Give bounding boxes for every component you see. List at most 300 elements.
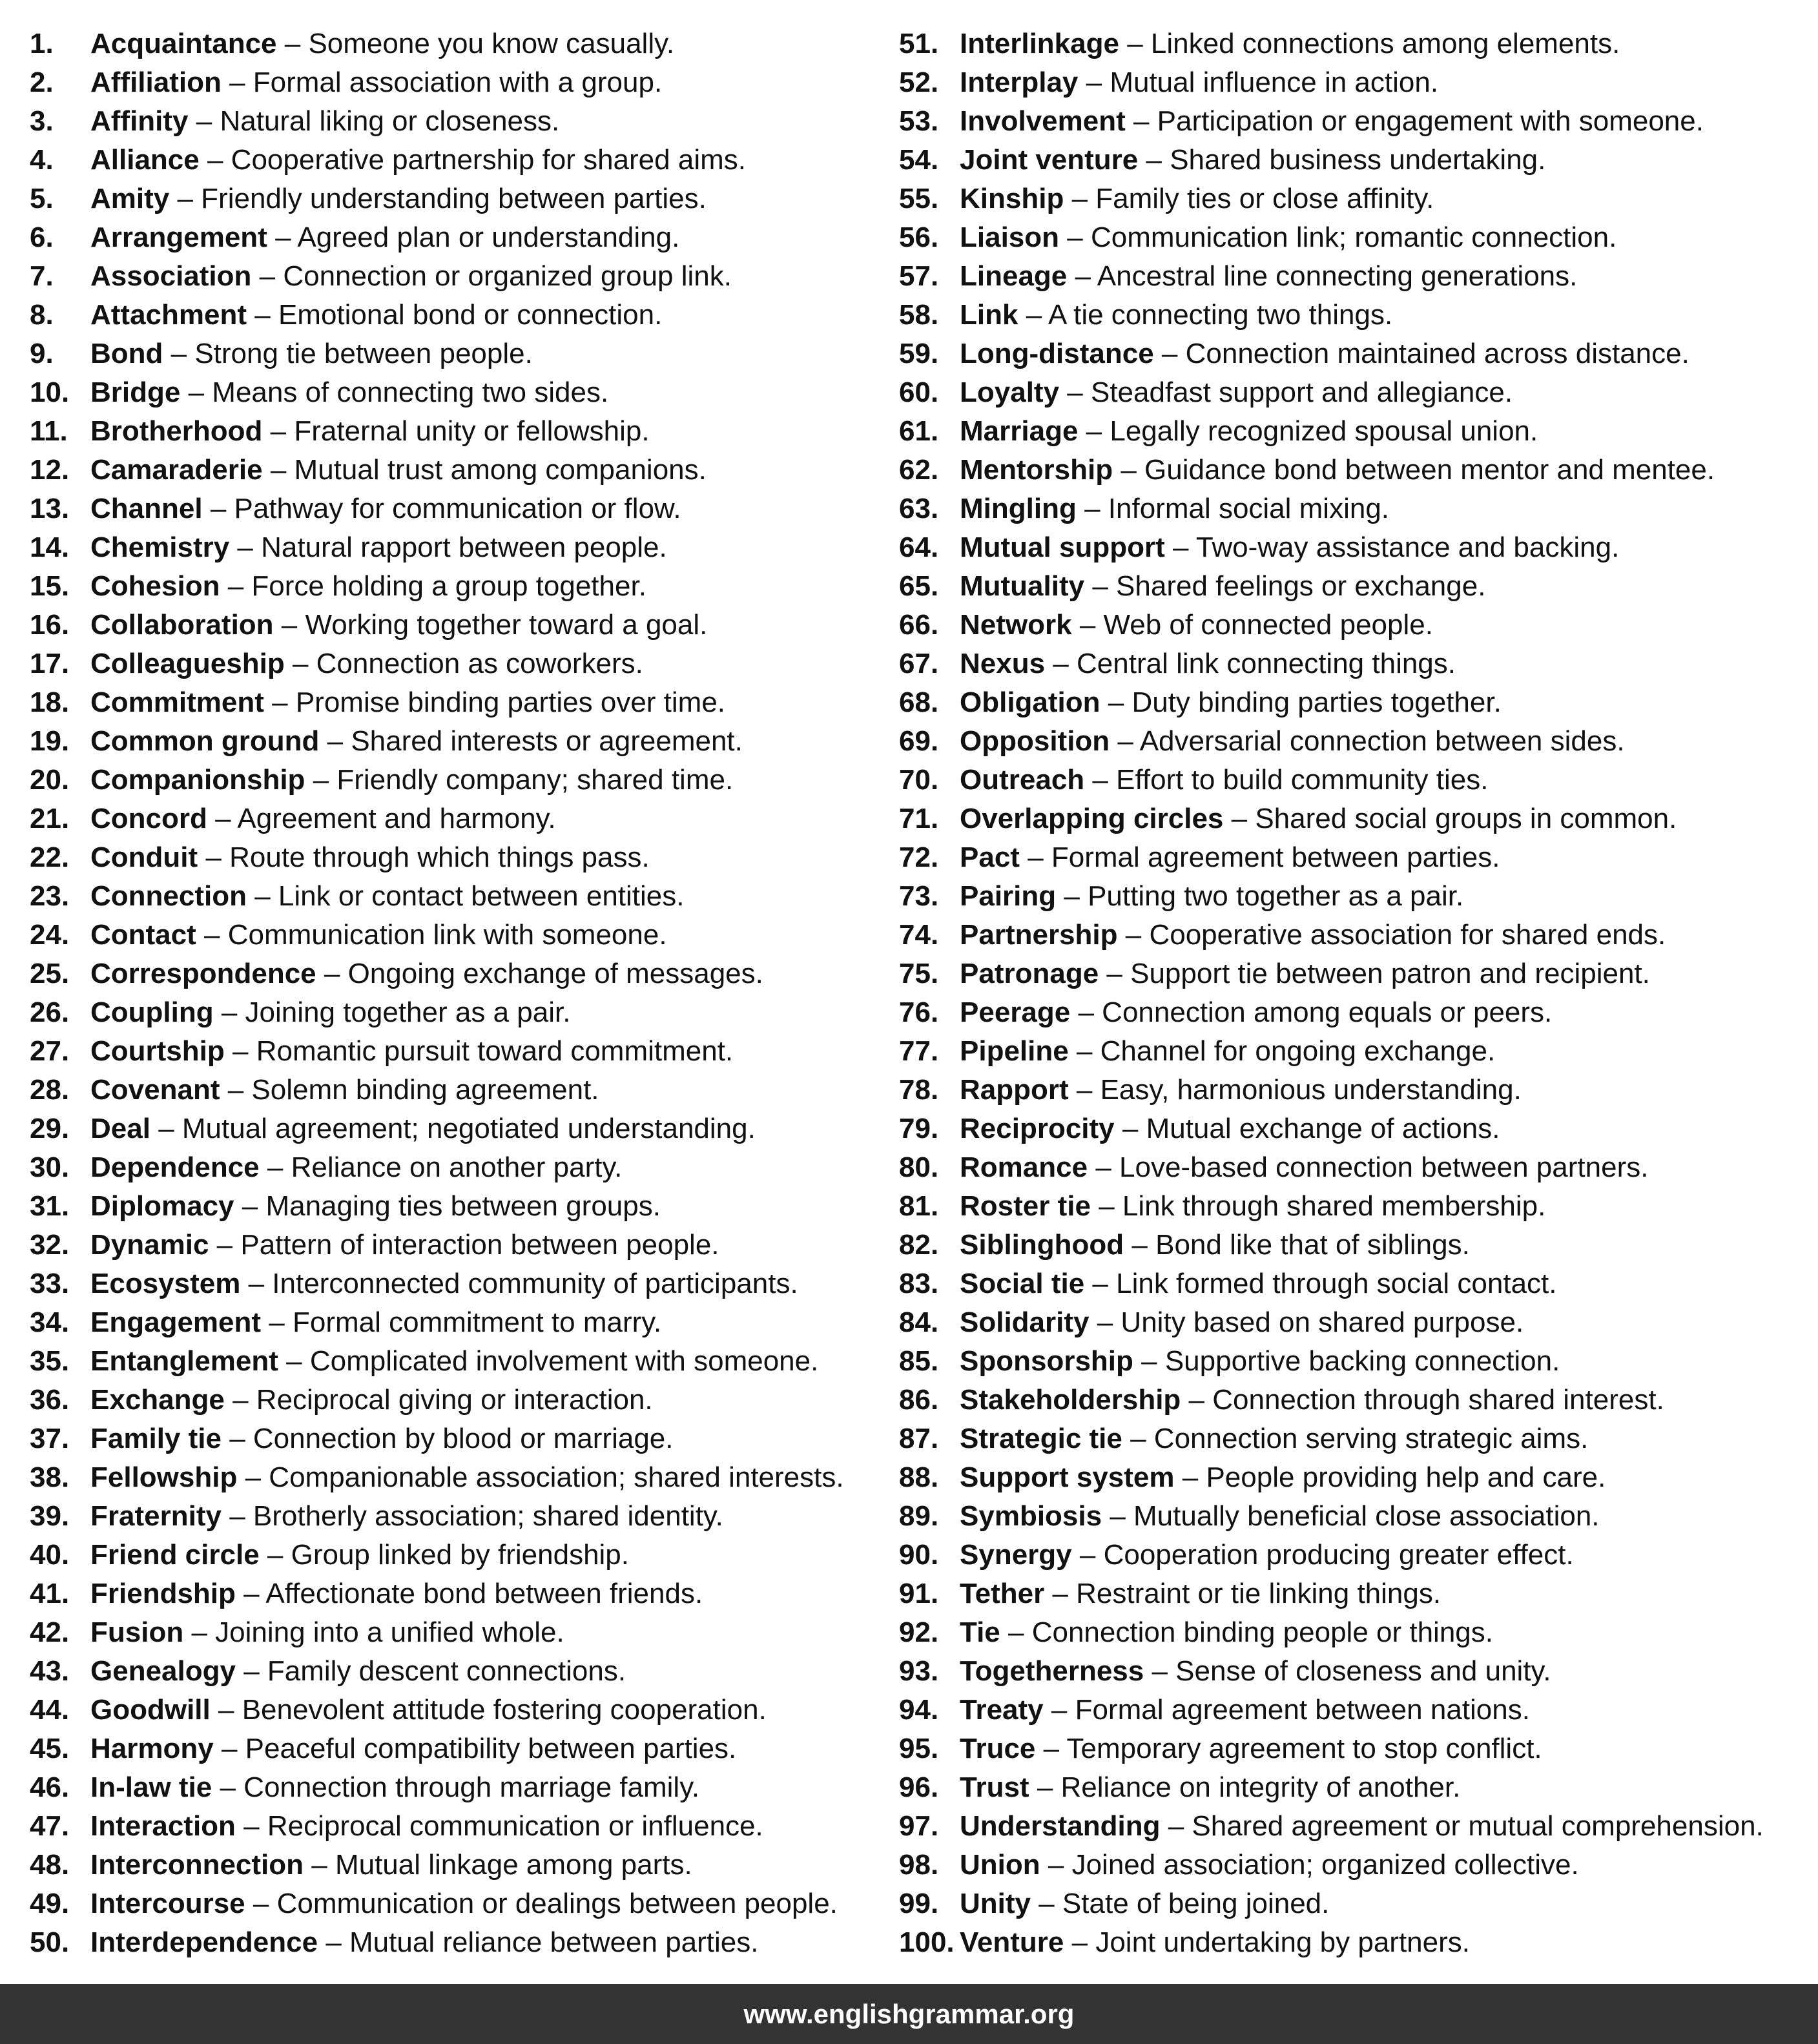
entry-number: 89. (899, 1500, 939, 1532)
entry-number: 30. (30, 1151, 70, 1183)
list-item (30, 955, 882, 993)
entry-definition: – Joining into a unified whole. (191, 1616, 564, 1648)
entry-number: 18. (30, 686, 70, 718)
entry-number: 56. (899, 222, 939, 253)
entry-number: 92. (899, 1616, 939, 1648)
entry-number: 53. (899, 105, 939, 137)
entry-definition: – Affectionate bond between friends. (243, 1578, 703, 1609)
entry-definition: – Formal agreement between nations. (1051, 1694, 1530, 1726)
entry-number: 99. (899, 1888, 939, 1919)
entry-number: 46. (30, 1771, 70, 1803)
entry-number: 59. (899, 338, 939, 369)
entry-term: Harmony (90, 1733, 214, 1764)
entry-number: 70. (899, 764, 939, 796)
list-item (30, 1884, 882, 1923)
entry-number: 35. (30, 1345, 70, 1377)
entry-term: Joint venture (960, 144, 1139, 176)
entry-definition: – Cooperation producing greater effect. (1079, 1539, 1574, 1571)
entry-term: Concord (90, 803, 207, 834)
list-item (30, 102, 882, 141)
entry-definition: – Shared interests or agreement. (327, 725, 743, 757)
entry-number: 54. (899, 144, 939, 176)
entry-definition: – Connection among equals or peers. (1078, 996, 1553, 1028)
entry-number: 52. (899, 67, 939, 98)
entry-number: 78. (899, 1074, 939, 1106)
entry-definition: – Support tie between patron and recipient. (1106, 958, 1650, 989)
entry-term: Collaboration (90, 609, 274, 641)
list-item (30, 606, 882, 645)
entry-term: Courtship (90, 1035, 225, 1067)
entry-definition: – Emotional bond or connection. (254, 299, 663, 331)
entry-definition: – Restraint or tie linking things. (1052, 1578, 1441, 1609)
entry-number: 2. (30, 67, 54, 98)
entry-definition: – Temporary agreement to stop conflict. (1043, 1733, 1542, 1764)
entry-term: Conduit (90, 841, 198, 873)
entry-definition: – Mutual reliance between parties. (325, 1926, 759, 1958)
entry-term: Liaison (960, 222, 1060, 253)
entry-number: 79. (899, 1113, 939, 1144)
entry-definition: – Connection or organized group link. (259, 260, 732, 292)
list-item (899, 63, 1803, 102)
entry-number: 1. (30, 28, 54, 59)
list-item (30, 877, 882, 916)
entry-number: 27. (30, 1035, 70, 1067)
entry-definition: – Central link connecting things. (1053, 648, 1456, 679)
entry-term: Interplay (960, 67, 1079, 98)
entry-definition: – State of being joined. (1038, 1888, 1330, 1919)
list-item (899, 257, 1803, 296)
entry-term: Affiliation (90, 67, 222, 98)
list-item (899, 877, 1803, 916)
entry-number: 38. (30, 1461, 70, 1493)
entry-definition: – Shared business undertaking. (1146, 144, 1546, 176)
entry-number: 13. (30, 493, 70, 524)
entry-definition: – Ancestral line connecting generations. (1075, 260, 1578, 292)
entry-definition: – Channel for ongoing exchange. (1076, 1035, 1496, 1067)
list-item (30, 1768, 882, 1807)
list-item (899, 373, 1803, 412)
entry-definition: – Link or contact between entities. (254, 880, 685, 912)
list-item (30, 645, 882, 683)
list-item (30, 1729, 882, 1768)
list-item (899, 645, 1803, 683)
list-item (899, 567, 1803, 606)
list-item (30, 180, 882, 218)
entry-definition: – Formal commitment to marry. (269, 1306, 662, 1338)
entry-definition: – Connection through marriage family. (220, 1771, 700, 1803)
list-item (30, 1071, 882, 1110)
entry-term: Symbiosis (960, 1500, 1102, 1532)
entry-term: Commitment (90, 686, 264, 718)
entry-definition: – Pathway for communication or flow. (210, 493, 681, 524)
entry-definition: – Cooperative partnership for shared aims. (207, 144, 746, 176)
entry-term: Support system (960, 1461, 1175, 1493)
entry-definition: – Web of connected people. (1079, 609, 1433, 641)
entry-term: Togetherness (960, 1655, 1144, 1687)
list-item (30, 800, 882, 838)
entry-definition: – Mutual influence in action. (1086, 67, 1439, 98)
list-item (899, 1768, 1803, 1807)
list-item (30, 838, 882, 877)
list-item (30, 218, 882, 257)
entry-number: 32. (30, 1229, 70, 1261)
list-item (30, 1807, 882, 1846)
entry-definition: – Group linked by friendship. (267, 1539, 630, 1571)
entry-term: Coupling (90, 996, 214, 1028)
entry-number: 26. (30, 996, 70, 1028)
entry-term: Entanglement (90, 1345, 278, 1377)
entry-term: Family tie (90, 1423, 222, 1454)
entry-number: 76. (899, 996, 939, 1028)
entry-term: Interconnection (90, 1849, 304, 1881)
list-item (899, 1884, 1803, 1923)
entry-definition: – Friendly understanding between parties. (177, 183, 707, 214)
footer-bar (0, 1984, 1818, 2044)
entry-definition: – Brotherly association; shared identity. (229, 1500, 723, 1532)
entry-term: Trust (960, 1771, 1029, 1803)
entry-term: Peerage (960, 996, 1071, 1028)
entry-definition: – Means of connecting two sides. (188, 377, 609, 408)
entry-definition: – Connection by blood or marriage. (229, 1423, 674, 1454)
list-item (899, 838, 1803, 877)
entry-term: Long-distance (960, 338, 1154, 369)
word-list-left-column (30, 25, 882, 1962)
entry-number: 67. (899, 648, 939, 679)
list-item (899, 1923, 1803, 1962)
entry-definition: – Managing ties between groups. (242, 1190, 661, 1222)
list-item (899, 528, 1803, 567)
entry-term: Interdependence (90, 1926, 318, 1958)
entry-definition: – Sense of closeness and unity. (1152, 1655, 1551, 1687)
entry-number: 84. (899, 1306, 939, 1338)
entry-term: Treaty (960, 1694, 1044, 1726)
entry-definition: – Friendly company; shared time. (313, 764, 734, 796)
list-item (30, 761, 882, 800)
entry-number: 3. (30, 105, 54, 137)
entry-term: Reciprocity (960, 1113, 1115, 1144)
entry-number: 19. (30, 725, 70, 757)
entry-term: Bond (90, 338, 163, 369)
entry-definition: – Adversarial connection between sides. (1117, 725, 1625, 757)
entry-term: Nexus (960, 648, 1046, 679)
entry-term: Venture (960, 1926, 1064, 1958)
entry-definition: – Mutual agreement; negotiated understanding. (158, 1113, 756, 1144)
list-item (899, 1110, 1803, 1148)
entry-number: 15. (30, 570, 70, 602)
entry-number: 50. (30, 1926, 70, 1958)
list-item (899, 1342, 1803, 1381)
list-item (30, 567, 882, 606)
entry-definition: – Formal association with a group. (229, 67, 663, 98)
entry-definition: – Romantic pursuit toward commitment. (232, 1035, 734, 1067)
list-item (899, 1807, 1803, 1846)
list-item (899, 490, 1803, 528)
entry-number: 87. (899, 1423, 939, 1454)
entry-definition: – Strong tie between people. (170, 338, 533, 369)
entry-definition: – Love-based connection between partners. (1095, 1151, 1649, 1183)
entry-definition: – People providing help and care. (1182, 1461, 1606, 1493)
list-item (30, 1148, 882, 1187)
entry-term: Stakeholdership (960, 1384, 1181, 1416)
list-item (899, 25, 1803, 63)
list-item (899, 1419, 1803, 1458)
entry-number: 100. (899, 1926, 955, 1958)
entry-definition: – Working together toward a goal. (281, 609, 708, 641)
entry-number: 33. (30, 1268, 70, 1299)
entry-definition: – Pattern of interaction between people. (216, 1229, 719, 1261)
entry-term: Amity (90, 183, 170, 214)
entry-term: Mutuality (960, 570, 1085, 602)
list-item (899, 218, 1803, 257)
list-item (30, 490, 882, 528)
entry-term: Arrangement (90, 222, 267, 253)
list-item (30, 916, 882, 955)
entry-number: 9. (30, 338, 54, 369)
entry-number: 61. (899, 415, 939, 447)
list-item (899, 761, 1803, 800)
entry-term: Tie (960, 1616, 1000, 1648)
word-list-right-column (899, 25, 1803, 1962)
entry-term: Deal (90, 1113, 150, 1144)
list-item (899, 916, 1803, 955)
entry-definition: – Reciprocal giving or interaction. (232, 1384, 653, 1416)
entry-definition: – Two-way assistance and backing. (1172, 532, 1620, 563)
entry-number: 40. (30, 1539, 70, 1571)
entry-definition: – Unity based on shared purpose. (1097, 1306, 1524, 1338)
entry-number: 47. (30, 1810, 70, 1842)
entry-number: 72. (899, 841, 939, 873)
entry-term: Companionship (90, 764, 305, 796)
entry-term: Acquaintance (90, 28, 277, 59)
entry-definition: – Natural liking or closeness. (196, 105, 560, 137)
entry-term: Siblinghood (960, 1229, 1124, 1261)
entry-term: Mentorship (960, 454, 1113, 486)
list-item (30, 257, 882, 296)
entry-number: 16. (30, 609, 70, 641)
entry-definition: – Communication link with someone. (204, 919, 667, 951)
entry-number: 55. (899, 183, 939, 214)
list-item (30, 1342, 882, 1381)
entry-definition: – Family descent connections. (243, 1655, 626, 1687)
entry-term: Involvement (960, 105, 1126, 137)
list-item (899, 1032, 1803, 1071)
entry-term: Kinship (960, 183, 1064, 214)
entry-definition: – Agreement and harmony. (215, 803, 556, 834)
list-item (899, 722, 1803, 761)
entry-definition: – Participation or engagement with someone. (1133, 105, 1704, 137)
entry-number: 94. (899, 1694, 939, 1726)
list-item (899, 993, 1803, 1032)
entry-number: 74. (899, 919, 939, 951)
entry-definition: – Interconnected community of participants. (248, 1268, 798, 1299)
entry-term: Social tie (960, 1268, 1085, 1299)
entry-definition: – Mutual linkage among parts. (311, 1849, 692, 1881)
entry-number: 21. (30, 803, 70, 834)
list-item (30, 335, 882, 373)
entry-term: Goodwill (90, 1694, 211, 1726)
entry-number: 11. (30, 415, 68, 447)
entry-definition: – Joined association; organized collective. (1048, 1849, 1579, 1881)
entry-term: Genealogy (90, 1655, 236, 1687)
entry-definition: – Mutual exchange of actions. (1122, 1113, 1500, 1144)
entry-term: Ecosystem (90, 1268, 241, 1299)
entry-number: 42. (30, 1616, 70, 1648)
entry-term: Friendship (90, 1578, 236, 1609)
entry-term: Chemistry (90, 532, 230, 563)
entry-number: 58. (899, 299, 939, 331)
entry-definition: – Effort to build community ties. (1092, 764, 1489, 796)
entry-term: Fraternity (90, 1500, 222, 1532)
entry-term: Channel (90, 493, 203, 524)
entry-term: Tether (960, 1578, 1045, 1609)
entry-definition: – Someone you know casually. (284, 28, 675, 59)
entry-definition: – Connection serving strategic aims. (1130, 1423, 1589, 1454)
entry-number: 77. (899, 1035, 939, 1067)
entry-term: Mingling (960, 493, 1077, 524)
list-item (30, 1458, 882, 1497)
entry-number: 83. (899, 1268, 939, 1299)
list-item (899, 955, 1803, 993)
entry-term: Fellowship (90, 1461, 238, 1493)
entry-number: 63. (899, 493, 939, 524)
entry-definition: – Shared feelings or exchange. (1092, 570, 1486, 602)
entry-number: 48. (30, 1849, 70, 1881)
entry-number: 23. (30, 880, 70, 912)
list-item (30, 1032, 882, 1071)
entry-number: 91. (899, 1578, 939, 1609)
entry-number: 4. (30, 144, 54, 176)
entry-definition: – Putting two together as a pair. (1064, 880, 1464, 912)
list-item (30, 1303, 882, 1342)
entry-number: 73. (899, 880, 939, 912)
entry-number: 31. (30, 1190, 70, 1222)
entry-term: Brotherhood (90, 415, 263, 447)
entry-term: Contact (90, 919, 196, 951)
entry-definition: – Reliance on integrity of another. (1037, 1771, 1461, 1803)
entry-definition: – Connection as coworkers. (292, 648, 643, 679)
entry-term: Roster tie (960, 1190, 1091, 1222)
entry-number: 24. (30, 919, 70, 951)
entry-term: Solidarity (960, 1306, 1090, 1338)
list-item (899, 683, 1803, 722)
entry-definition: – Benevolent attitude fostering cooperation. (218, 1694, 767, 1726)
list-item (899, 296, 1803, 335)
list-item (899, 1613, 1803, 1652)
entry-number: 88. (899, 1461, 939, 1493)
entry-term: Union (960, 1849, 1040, 1881)
entry-number: 7. (30, 260, 54, 292)
entry-term: Rapport (960, 1074, 1069, 1106)
entry-number: 49. (30, 1888, 70, 1919)
entry-term: Dynamic (90, 1229, 209, 1261)
entry-definition: – Reliance on another party. (267, 1151, 623, 1183)
entry-definition: – Guidance bond between mentor and mentee. (1121, 454, 1715, 486)
entry-term: Unity (960, 1888, 1031, 1919)
entry-definition: – Connection through shared interest. (1188, 1384, 1664, 1416)
entry-definition: – Communication or dealings between people. (253, 1888, 838, 1919)
entry-definition: – A tie connecting two things. (1026, 299, 1393, 331)
entry-term: Marriage (960, 415, 1079, 447)
entry-definition: – Legally recognized spousal union. (1086, 415, 1538, 447)
entry-number: 93. (899, 1655, 939, 1687)
entry-definition: – Joining together as a pair. (221, 996, 571, 1028)
list-item (30, 1652, 882, 1691)
list-item (899, 1303, 1803, 1342)
entry-definition: – Link formed through social contact. (1092, 1268, 1557, 1299)
entry-number: 25. (30, 958, 70, 989)
entry-term: Exchange (90, 1384, 225, 1416)
entry-term: Truce (960, 1733, 1036, 1764)
list-item (30, 683, 882, 722)
entry-term: Mutual support (960, 532, 1165, 563)
entry-number: 51. (899, 28, 939, 59)
entry-term: Partnership (960, 919, 1118, 951)
entry-term: Outreach (960, 764, 1085, 796)
entry-term: Pipeline (960, 1035, 1069, 1067)
entry-number: 10. (30, 377, 70, 408)
list-item (30, 1923, 882, 1962)
entry-number: 90. (899, 1539, 939, 1571)
entry-definition: – Joint undertaking by partners. (1071, 1926, 1470, 1958)
entry-number: 12. (30, 454, 70, 486)
list-item (30, 373, 882, 412)
entry-term: Strategic tie (960, 1423, 1122, 1454)
entry-definition: – Connection binding people or things. (1008, 1616, 1494, 1648)
entry-term: Pairing (960, 880, 1057, 912)
entry-number: 98. (899, 1849, 939, 1881)
entry-number: 44. (30, 1694, 70, 1726)
entry-number: 75. (899, 958, 939, 989)
entry-term: In-law tie (90, 1771, 212, 1803)
entry-definition: – Supportive backing connection. (1141, 1345, 1560, 1377)
entry-definition: – Reciprocal communication or influence. (243, 1810, 763, 1842)
entry-term: Patronage (960, 958, 1099, 989)
entry-number: 68. (899, 686, 939, 718)
entry-term: Engagement (90, 1306, 262, 1338)
list-item (30, 296, 882, 335)
entry-term: Link (960, 299, 1018, 331)
entry-term: Sponsorship (960, 1345, 1133, 1377)
entry-definition: – Solemn binding agreement. (227, 1074, 599, 1106)
entry-definition: – Connection maintained across distance. (1161, 338, 1689, 369)
entry-number: 17. (30, 648, 70, 679)
entry-term: Pact (960, 841, 1020, 873)
footer-url[interactable]: www.englishgrammar.org (743, 1999, 1075, 2029)
entry-term: Dependence (90, 1151, 260, 1183)
list-item (899, 1536, 1803, 1574)
list-item (30, 141, 882, 180)
list-item (30, 63, 882, 102)
entry-number: 66. (899, 609, 939, 641)
entry-term: Overlapping circles (960, 803, 1224, 834)
entry-number: 5. (30, 183, 54, 214)
list-item (899, 1458, 1803, 1497)
list-item (30, 1497, 882, 1536)
entry-definition: – Shared agreement or mutual comprehension. (1168, 1810, 1764, 1842)
entry-definition: – Easy, harmonious understanding. (1076, 1074, 1522, 1106)
entry-term: Affinity (90, 105, 189, 137)
list-item (899, 1265, 1803, 1303)
list-item (899, 1729, 1803, 1768)
entry-definition: – Shared social groups in common. (1231, 803, 1677, 834)
entry-number: 6. (30, 222, 54, 253)
list-item (899, 180, 1803, 218)
entry-definition: – Peaceful compatibility between parties. (221, 1733, 737, 1764)
entry-number: 80. (899, 1151, 939, 1183)
entry-number: 45. (30, 1733, 70, 1764)
entry-term: Fusion (90, 1616, 184, 1648)
list-item (899, 451, 1803, 490)
